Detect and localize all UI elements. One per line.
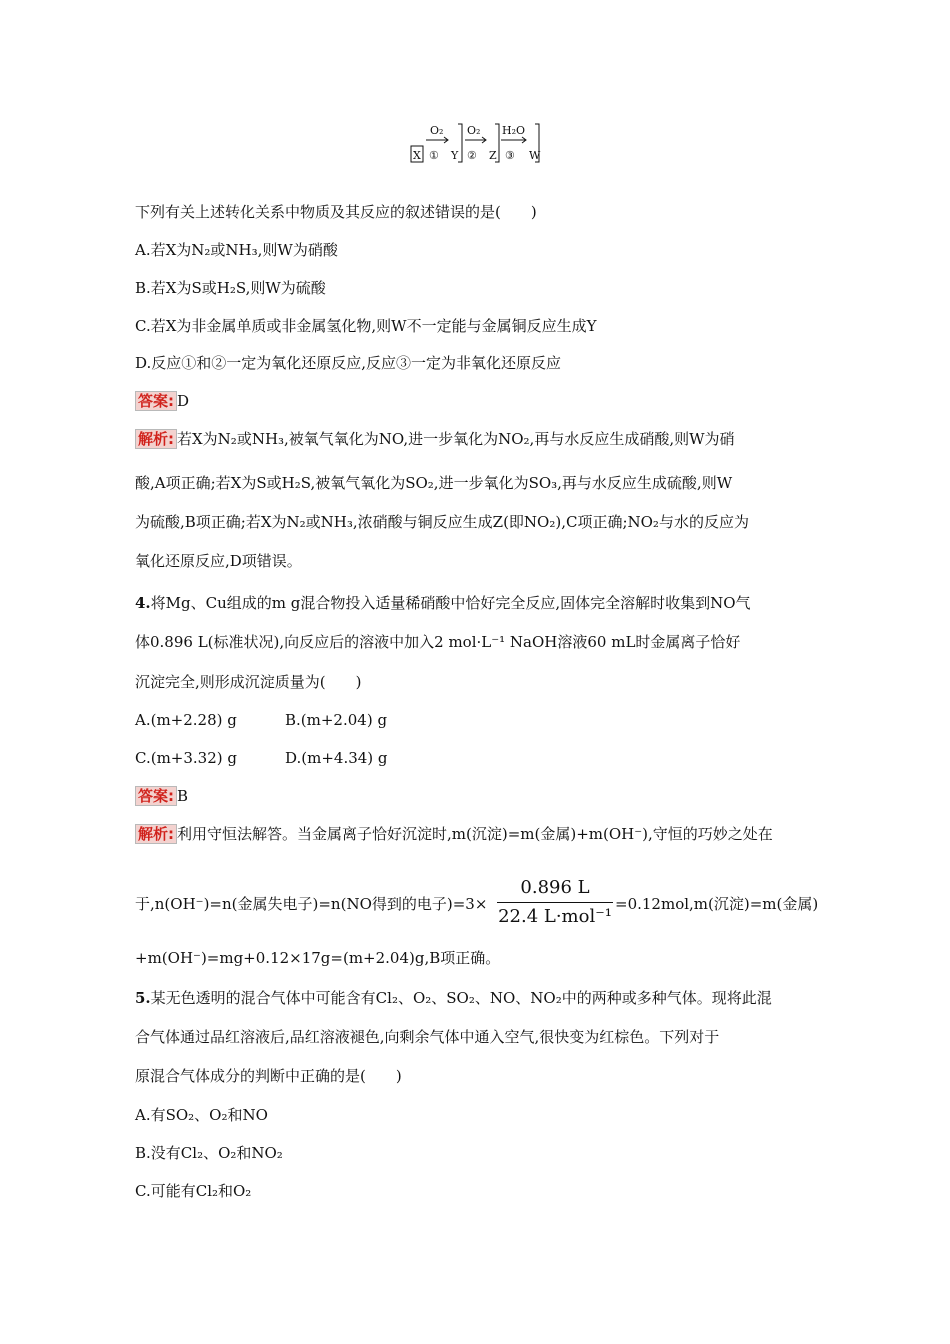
q3-stem: 下列有关上述转化关系中物质及其反应的叙述错误的是( ): [135, 203, 537, 221]
q3-option-a: A.若X为N₂或NH₃,则W为硝酸: [135, 241, 338, 259]
q3-analysis-text-1: 若X为N₂或NH₃,被氧气氧化为NO,进一步氧化为NO₂,再与水反应生成硝酸,则W为硝: [177, 430, 735, 448]
q3-option-c: C.若X为非金属单质或非金属氢化物,则W不一定能与金属铜反应生成Y: [135, 317, 597, 335]
q4-option-a: A.(m+2.28) g: [135, 711, 237, 729]
reagent-2: O₂: [467, 124, 481, 137]
fraction-denominator: 22.4 L·mol⁻¹: [498, 906, 612, 927]
q4-answer: [135, 786, 188, 806]
step-2: ②: [467, 149, 477, 162]
q5-stem-line-1: [135, 988, 772, 1008]
node-x: X: [413, 149, 421, 162]
q3-analysis-line-3: 为硫酸,B项正确;若X为N₂或NH₃,浓硝酸与铜反应生成Z(即NO₂),C项正确;NO₂与水的反应为: [135, 513, 749, 531]
conversion-diagram: [410, 120, 545, 168]
node-z: Z: [489, 149, 497, 162]
q5-option-c: C.可能有Cl₂和O₂: [135, 1182, 252, 1200]
q5-option-a: A.有SO₂、O₂和NO: [135, 1106, 268, 1124]
q4-stem-text-1: 将Mg、Cu组成的m g混合物投入适量稀硝酸中恰好完全反应,固体完全溶解时收集到NO气: [150, 594, 751, 612]
q3-answer-value: D: [177, 392, 190, 410]
fraction-numerator: 0.896 L: [520, 877, 590, 898]
step-1: ①: [429, 149, 439, 162]
analysis-tag: 解析:: [135, 429, 177, 449]
reagent-1: O₂: [430, 124, 444, 137]
node-y: Y: [451, 149, 459, 162]
reagent-3: H₂O: [502, 124, 526, 137]
q4-option-b: B.(m+2.04) g: [285, 711, 388, 729]
q4-answer-value: B: [177, 787, 189, 805]
q5-option-b: B.没有Cl₂、O₂和NO₂: [135, 1144, 283, 1162]
q3-option-d: D.反应①和②一定为氧化还原反应,反应③一定为非氧化还原反应: [135, 354, 562, 372]
fraction: [497, 876, 613, 929]
step-3: ③: [505, 149, 515, 162]
fraction-bar: [497, 902, 613, 903]
q3-option-b: B.若X为S或H₂S,则W为硫酸: [135, 279, 326, 297]
analysis-tag: 解析:: [135, 824, 177, 844]
q4-stem-line-3: 沉淀完全,则形成沉淀质量为( ): [135, 673, 362, 691]
q4-analysis-text-1: 利用守恒法解答。当金属离子恰好沉淀时,m(沉淀)=m(金属)+m(OH⁻),守恒的巧妙之处在: [177, 825, 773, 843]
q5-stem-line-3: 原混合气体成分的判断中正确的是( ): [135, 1067, 402, 1085]
q4-analysis-line-1: [135, 824, 773, 844]
q4-stem-line-2: 体0.896 L(标准状况),向反应后的溶液中加入2 mol·L⁻¹ NaOH溶液60 mL时金属离子恰好: [135, 633, 741, 651]
q4-number: 4.: [135, 594, 151, 612]
q3-analysis-line-4: 氧化还原反应,D项错误。: [135, 552, 302, 570]
q4-analysis-line-3: +m(OH⁻)=mg+0.12×17g=(m+2.04)g,B项正确。: [135, 949, 501, 967]
q3-answer: [135, 391, 189, 411]
q4-analysis-line-2b: =0.12mol,m(沉淀)=m(金属): [615, 895, 819, 913]
q3-analysis-line-1: [135, 429, 735, 449]
q5-stem-text-1: 某无色透明的混合气体中可能含有Cl₂、O₂、SO₂、NO、NO₂中的两种或多种气体。现将此混: [150, 989, 772, 1007]
answer-tag: 答案:: [135, 391, 177, 411]
q4-stem-line-1: [135, 593, 751, 613]
q4-analysis-line-2a: 于,n(OH⁻)=n(金属失电子)=n(NO得到的电子)=3×: [135, 895, 488, 913]
q3-analysis-line-2: 酸,A项正确;若X为S或H₂S,被氧气氧化为SO₂,进一步氧化为SO₃,再与水反应生成硫酸,则W: [135, 474, 733, 492]
answer-tag: 答案:: [135, 786, 177, 806]
node-w: W: [529, 149, 541, 162]
q5-number: 5.: [135, 989, 151, 1007]
q5-stem-line-2: 合气体通过品红溶液后,品红溶液褪色,向剩余气体中通入空气,很快变为红棕色。下列对于: [135, 1028, 720, 1046]
q4-option-d: D.(m+4.34) g: [285, 749, 388, 767]
bracket-1: [458, 124, 462, 162]
q4-option-c: C.(m+3.32) g: [135, 749, 237, 767]
